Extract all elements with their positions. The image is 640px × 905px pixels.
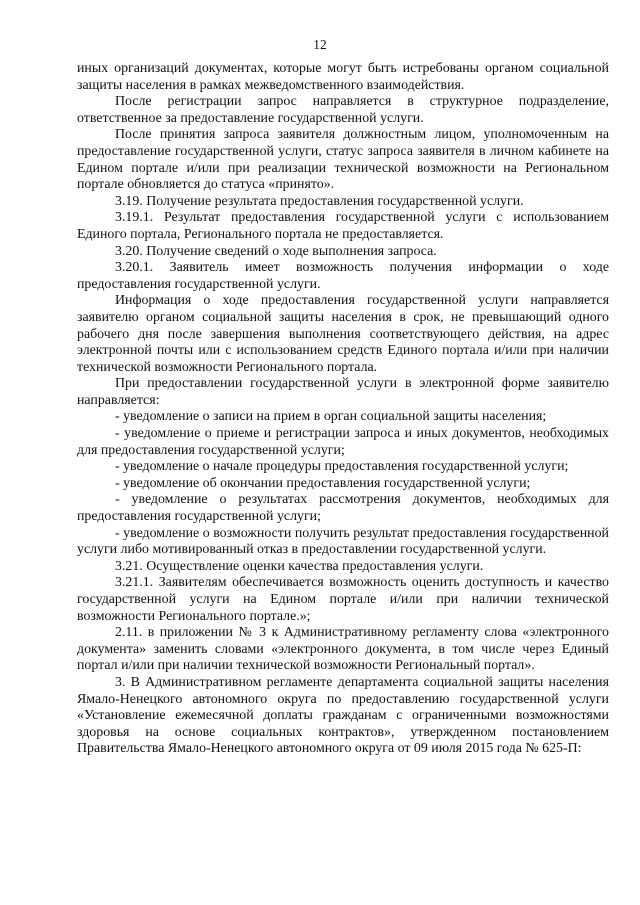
paragraph: - уведомление об окончании предоставления государственной услуги;	[115, 475, 531, 491]
paragraph: После принятия запроса заявителя должностным лицом, уполномоченным на предоставление государственной услуги, статус запроса заявителя в личном кабинете на Едином портале и/или при реализации технической возможности на Региональном портале обновляется до статуса «принято».	[77, 127, 609, 193]
paragraph: - уведомление о начале процедуры предоставления государственной услуги;	[115, 459, 569, 475]
paragraph: 3.21.1. Заявителям обеспечивается возможность оценить доступность и качество государственной услуги на Едином портале и/или при наличии технической возможности Регионального портале.»;	[77, 575, 609, 624]
document-body	[77, 61, 609, 758]
paragraph: иных организаций документах, которые могут быть истребованы органом социальной защиты населения в рамках межведомственного взаимодействия.	[77, 61, 609, 93]
paragraph: 2.11. в приложении № 3 к Административному регламенту слова «электронного документа» заменить словами «электронного документа, в том числе через Единый портал и/или при наличии технической возможности Региональный портал».	[77, 625, 609, 674]
paragraph: - уведомление о результатах рассмотрения документов, необходимых для предоставления государственной услуги;	[77, 492, 609, 525]
paragraph: - уведомление о записи на прием в орган социальной защиты населения;	[115, 409, 547, 425]
paragraph: 3.19. Получение результата предоставления государственной услуги.	[115, 193, 524, 209]
paragraph: 3.21. Осуществление оценки качества предоставления услуги.	[115, 558, 484, 574]
paragraph: 3.19.1. Результат предоставления государственной услуги с использованием Единого портала, Регионального портала не предоставляется.	[77, 210, 609, 242]
paragraph: - уведомление о приеме и регистрации запроса и иных документов, необходимых для предоставления государственной услуги;	[77, 426, 609, 458]
paragraph: При предоставлении государственной услуги в электронной форме заявителю направляется:	[77, 376, 609, 408]
paragraph: - уведомление о возможности получить результат предоставления государственной услуги либо мотивированный отказ в предоставлении государственной услуги.	[77, 525, 609, 558]
paragraph: 3.20. Получение сведений о ходе выполнения запроса.	[115, 243, 437, 259]
page-number: 12	[313, 37, 327, 52]
paragraph: Информация о ходе предоставления государственной услуги направляется заявителю органом социальной защиты населения в срок, не превышающий одного рабочего дня после завершения выполнения соответствующего действия, на адрес электронной почты или с использованием средств Единого портала и/или при наличии технической возможности Регионального портала.	[77, 293, 609, 375]
paragraph: 3.20.1. Заявитель имеет возможность получения информации о ходе предоставления государственной услуги.	[77, 260, 609, 292]
paragraph: После регистрации запрос направляется в структурное подразделение, ответственное за предоставление государственной услуги.	[77, 94, 609, 126]
paragraph: 3. В Административном регламенте департамента социальной защиты населения Ямало-Ненецкого автономного округа по предоставлению государственной услуги «Установление ежемесячной доплаты гражданам с ограниченными возможностями здоровья на основе социальных контрактов», утвержденном постановлением Правительства Ямало-Ненецкого автономного округа от 09 июля 2015 года № 625-П:	[77, 674, 609, 757]
